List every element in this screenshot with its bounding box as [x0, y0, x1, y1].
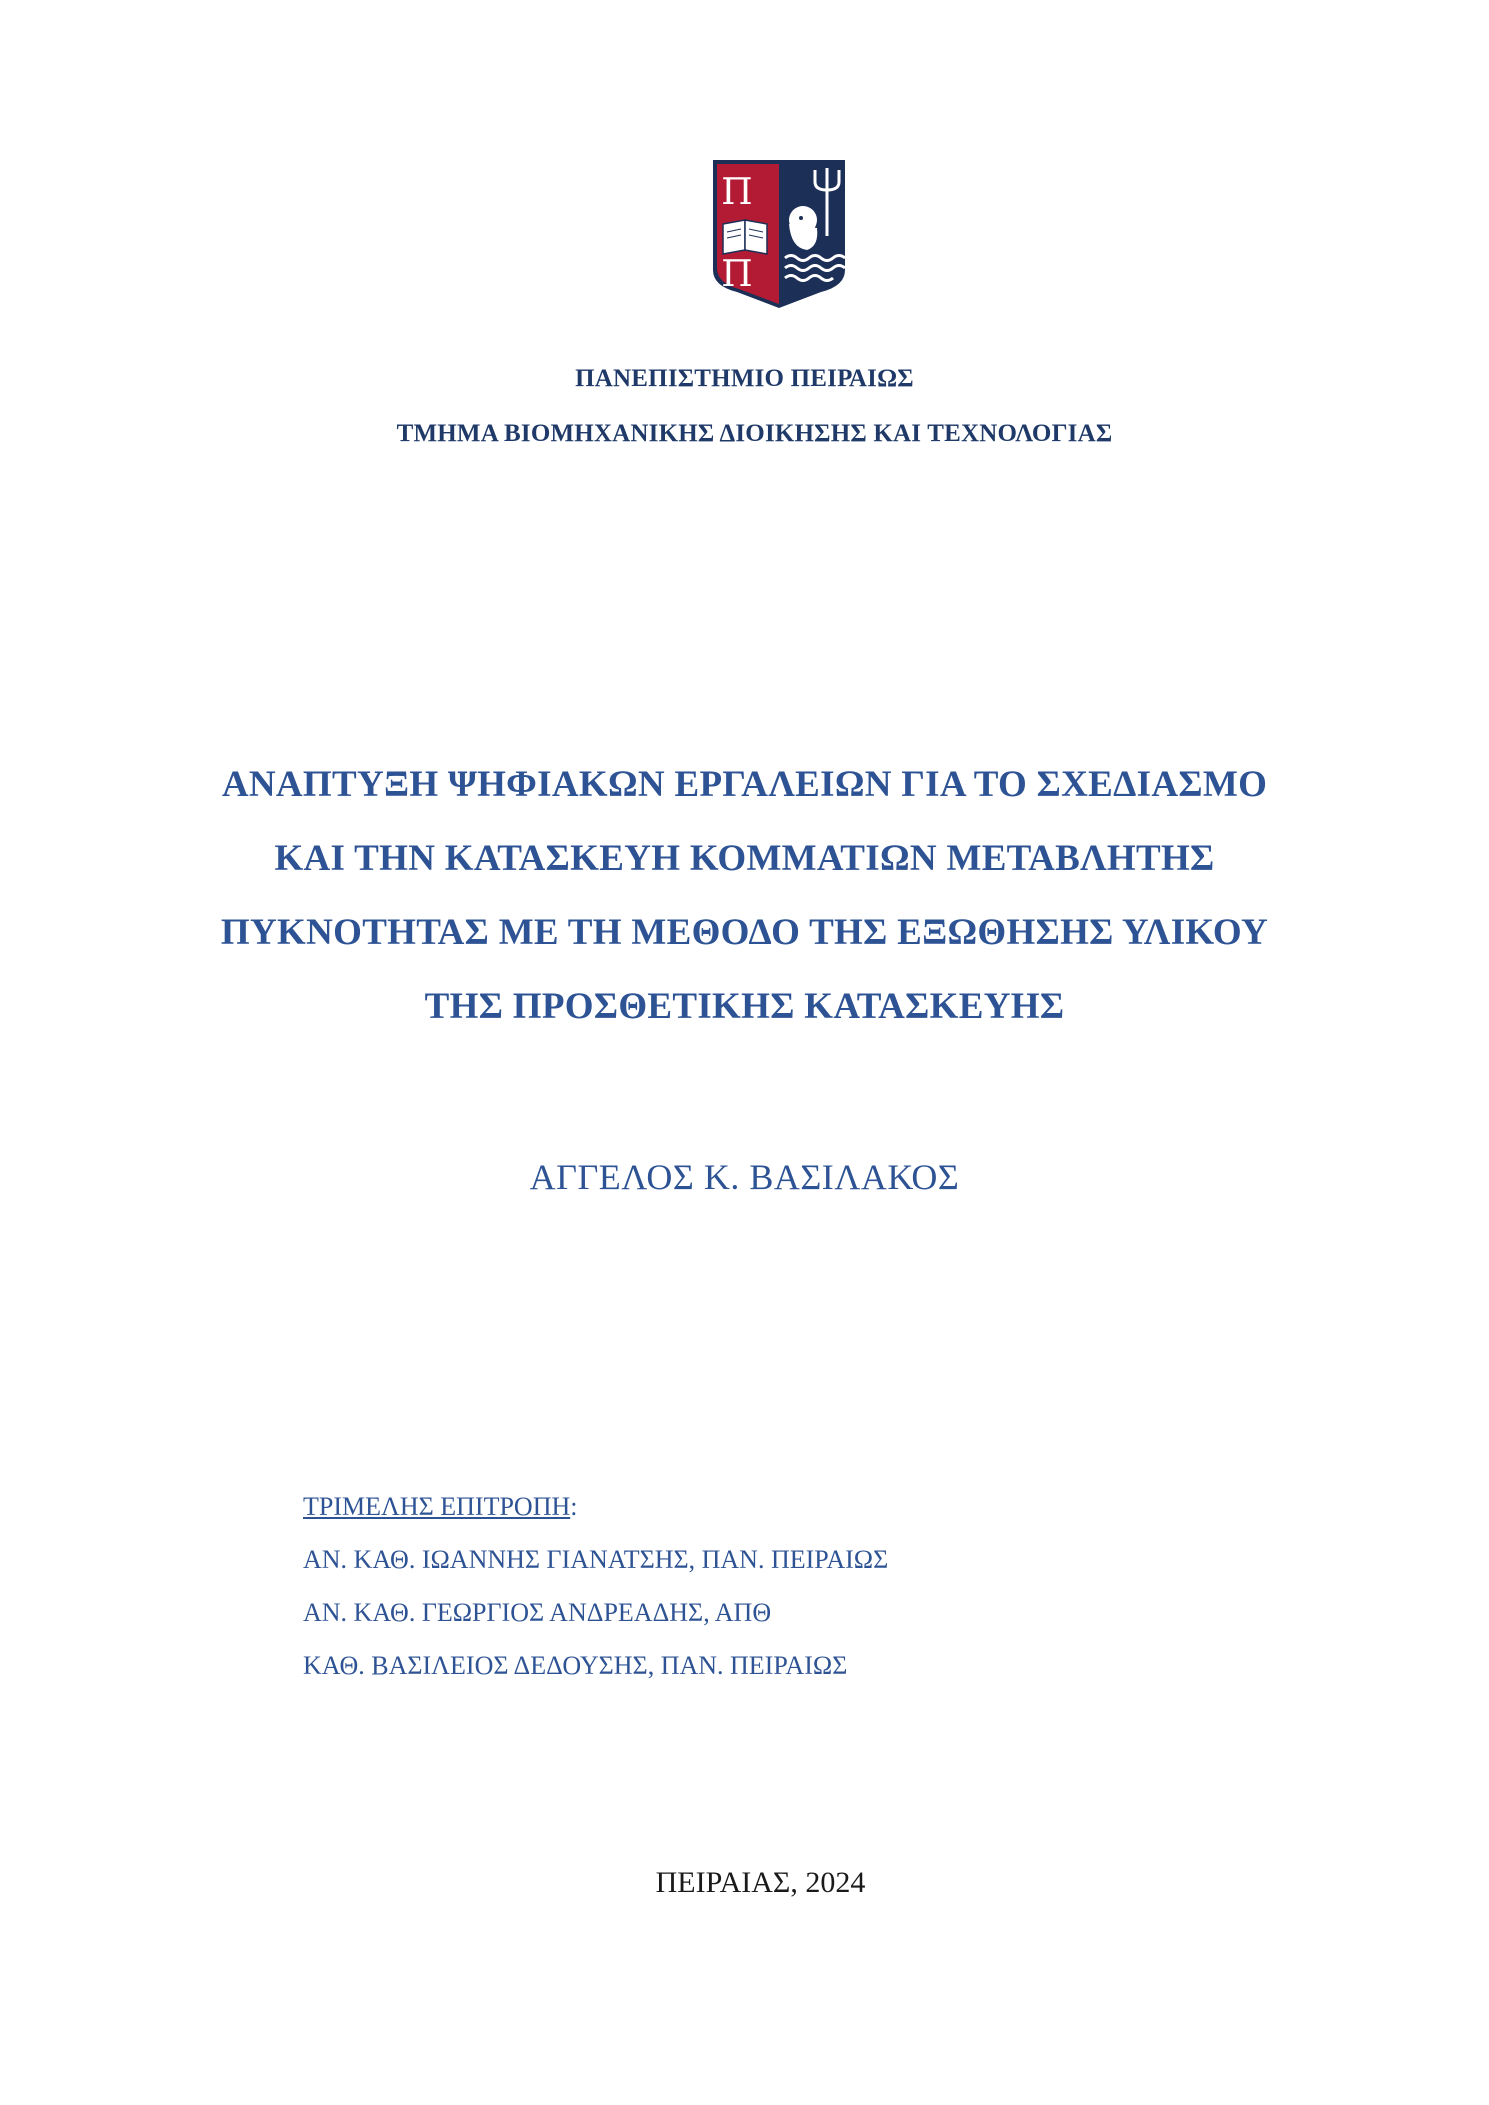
- thesis-title-line: ΠΥΚΝΟΤΗΤΑΣ ΜΕ ΤΗ ΜΕΘΟΔΟ ΤΗΣ ΕΞΩΘΗΣΗΣ ΥΛΙΚΟΥ: [220, 912, 1269, 953]
- university-logo: [711, 158, 847, 310]
- thesis-title-line: ΑΝΑΠΤΥΞΗ ΨΗΦΙΑΚΩΝ ΕΡΓΑΛΕΙΩΝ ΓΙΑ ΤΟ ΣΧΕΔΙΑΣΜΟ: [221, 764, 1268, 805]
- committee-heading: [303, 1480, 888, 1533]
- committee-member: ΚΑΘ. ΒΑΣΙΛΕΙΟΣ ΔΕΔΟΥΣΗΣ, ΠΑΝ. ΠΕΙΡΑΙΩΣ: [303, 1651, 848, 1680]
- author-name: ΑΓΓΕΛΟΣ Κ. ΒΑΣΙΛΑΚΟΣ: [529, 1157, 960, 1197]
- svg-text:Π: Π: [721, 172, 753, 213]
- thesis-title-line: ΤΗΣ ΠΡΟΣΘΕΤΙΚΗΣ ΚΑΤΑΣΚΕΥΗΣ: [424, 986, 1065, 1027]
- university-shield-emblem: [711, 158, 847, 310]
- committee-member: ΑΝ. ΚΑΘ. ΙΩΑΝΝΗΣ ΓΙΑΝΑΤΣΗΣ, ΠΑΝ. ΠΕΙΡΑΙΩΣ: [303, 1545, 889, 1574]
- committee-heading-text: ΤΡΙΜΕΛΗΣ ΕΠΙΤΡΟΠΗ: [303, 1492, 571, 1521]
- committee-block: [303, 1480, 888, 1692]
- committee-member: ΑΝ. ΚΑΘ. ΓΕΩΡΓΙΟΣ ΑΝΔΡΕΑΔΗΣ, ΑΠΘ: [303, 1598, 772, 1627]
- university-name: ΠΑΝΕΠΙΣΤΗΜΙΟ ΠΕΙΡΑΙΩΣ: [575, 365, 914, 392]
- department-name: ΤΜΗΜΑ ΒΙΟΜΗΧΑΝΙΚΗΣ ΔΙΟΙΚΗΣΗΣ ΚΑΙ ΤΕΧΝΟΛΟΓΙΑΣ: [396, 420, 1113, 447]
- svg-text:Π: Π: [721, 254, 753, 295]
- committee-heading-colon: :: [570, 1492, 578, 1521]
- place-year: ΠΕΙΡΑΙΑΣ, 2024: [655, 1866, 866, 1899]
- thesis-title: [0, 748, 1489, 1044]
- thesis-title-line: ΚΑΙ ΤΗΝ ΚΑΤΑΣΚΕΥΗ ΚΟΜΜΑΤΙΩΝ ΜΕΤΑΒΛΗΤΗΣ: [274, 838, 1215, 879]
